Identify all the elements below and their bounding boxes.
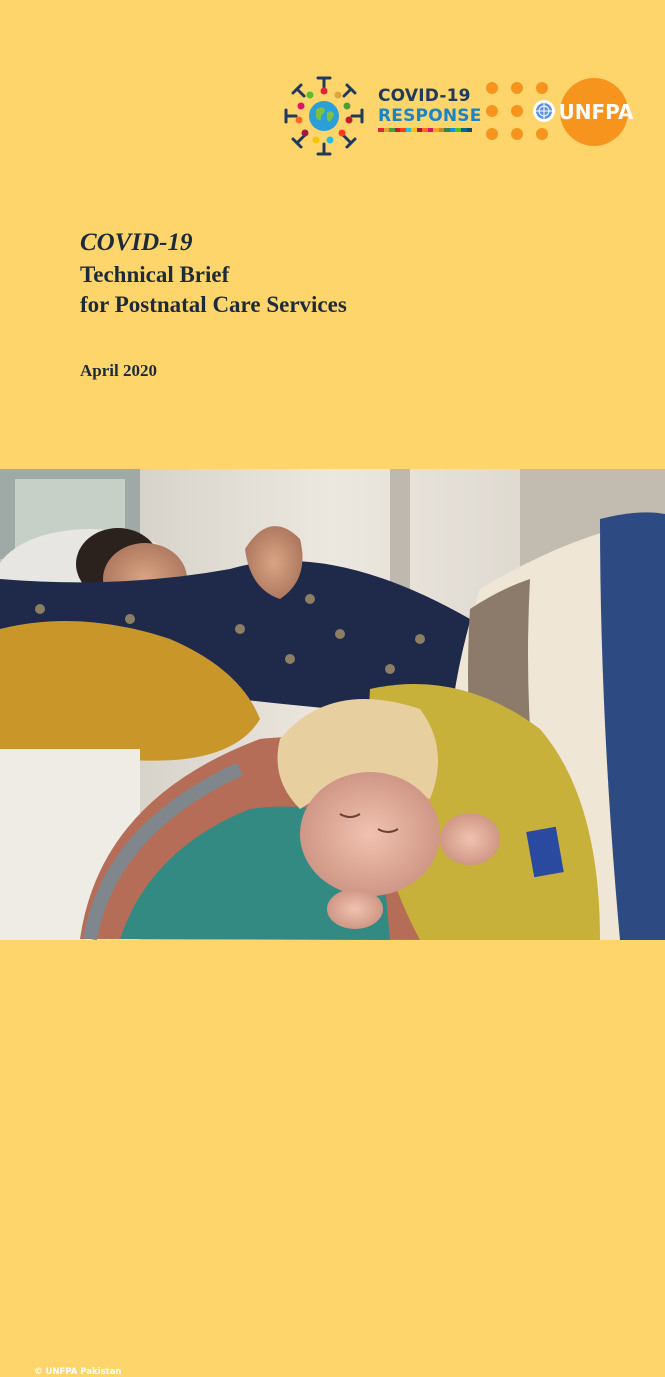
title-block bbox=[80, 226, 347, 320]
covid-wordmark-line1: COVID-19 bbox=[378, 86, 471, 106]
photo-credit: © UNFPA Pakistan bbox=[34, 1367, 122, 1377]
covid-response-wordmark bbox=[378, 88, 482, 132]
logo-bar bbox=[280, 72, 640, 172]
document-title: COVID-19 bbox=[80, 229, 193, 256]
cover-photo-mother-newborn bbox=[0, 469, 665, 1377]
sdg-color-segment bbox=[467, 128, 473, 132]
covid-wordmark-line2: RESPONSE bbox=[378, 106, 482, 126]
covid-virus-globe-icon bbox=[280, 72, 368, 160]
unfpa-logo bbox=[484, 80, 634, 150]
sdg-color-bar bbox=[378, 128, 472, 132]
publication-date: April 2020 bbox=[80, 361, 157, 380]
document-subtitle-line1: Technical Brief bbox=[80, 262, 230, 287]
photo-illustration bbox=[0, 469, 665, 940]
document-subtitle-line2: for Postnatal Care Services bbox=[80, 292, 347, 317]
unfpa-logo-text: UNFPA bbox=[558, 100, 634, 124]
